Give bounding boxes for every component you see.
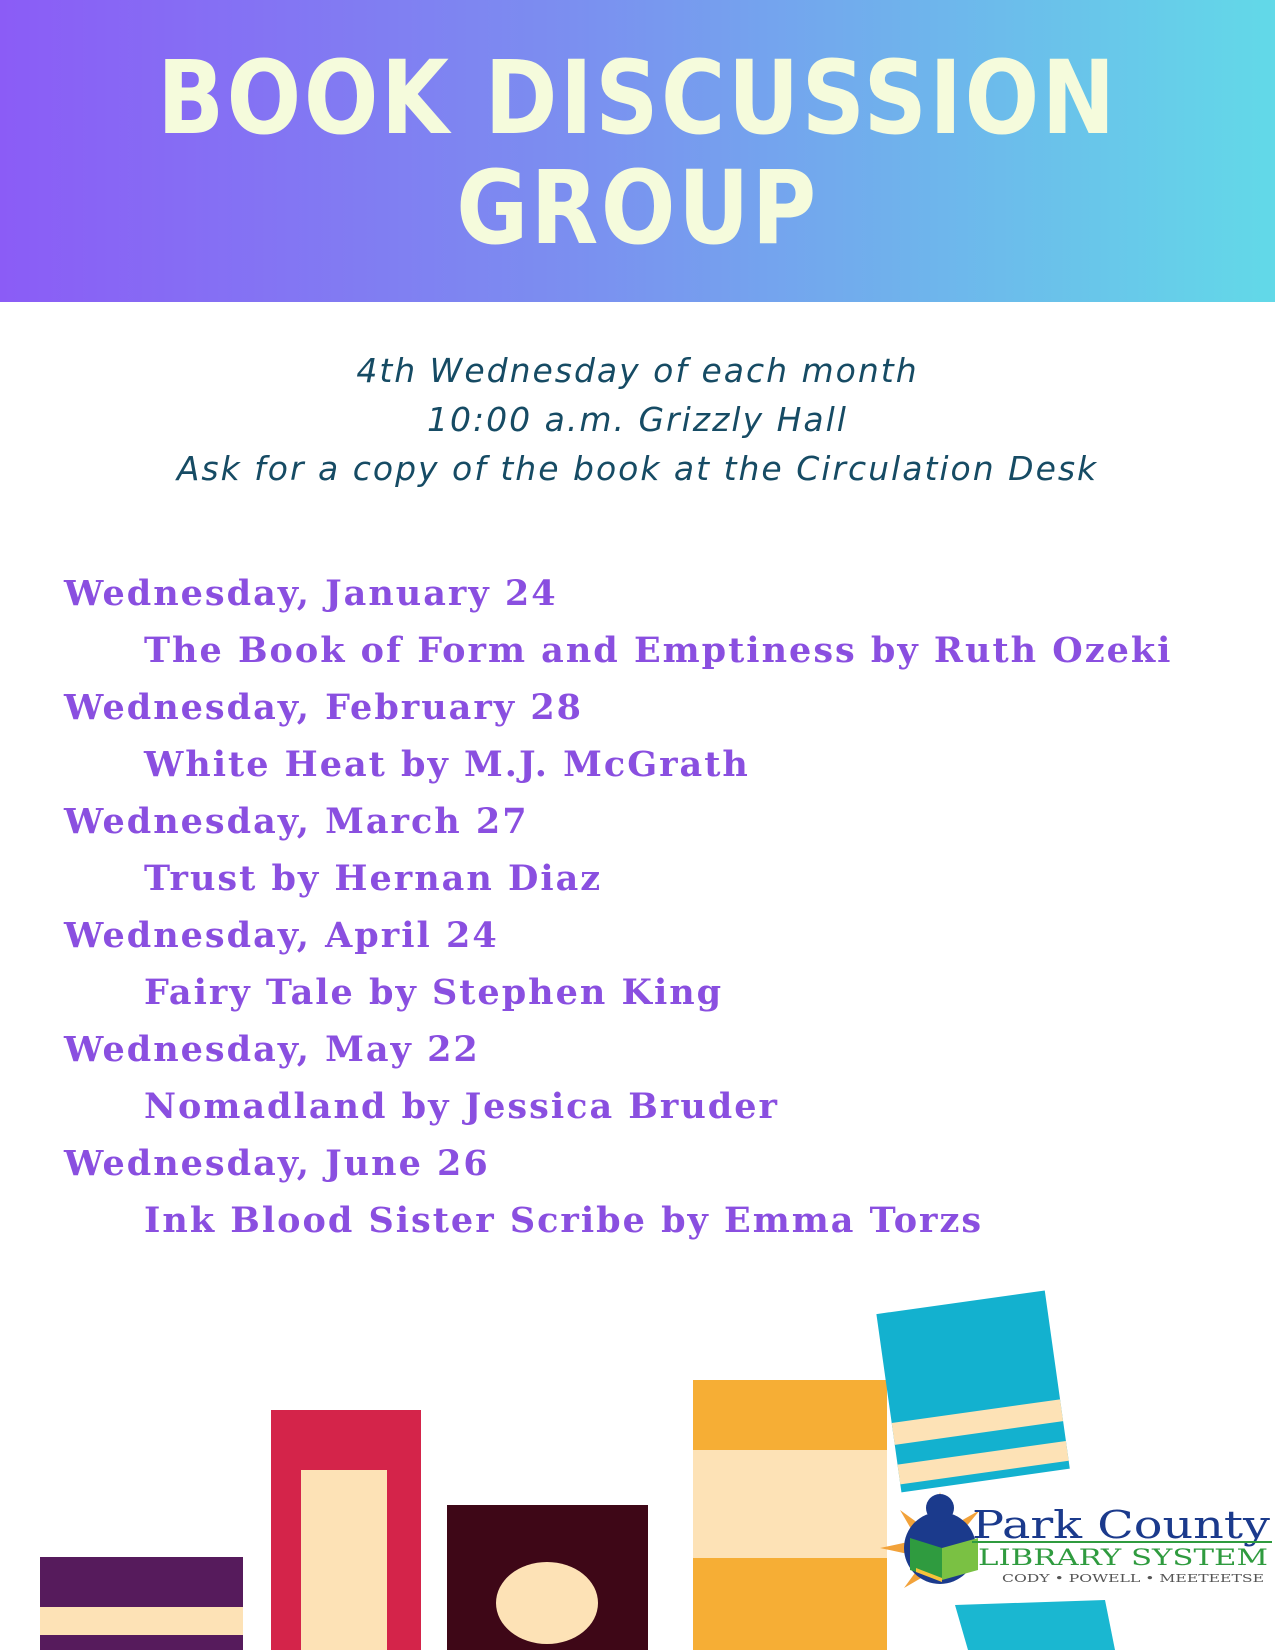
event-book: Nomadland by Jessica Bruder xyxy=(144,1086,779,1127)
schedule-item xyxy=(64,907,1264,1021)
event-book: White Heat by M.J. McGrath xyxy=(144,744,750,785)
schedule-item xyxy=(64,565,1264,679)
meeting-frequency: 4th Wednesday of each month xyxy=(356,351,919,390)
logo-towns: CODY • POWELL • MEETEETSE xyxy=(1002,1572,1264,1585)
teal-book-icon xyxy=(876,1290,1069,1492)
page-title xyxy=(89,39,1186,268)
logo-name-line-1: Park County xyxy=(972,1503,1271,1547)
meeting-info xyxy=(0,346,1275,493)
event-date: Wednesday, March 27 xyxy=(64,801,529,842)
event-date: Wednesday, January 24 xyxy=(64,573,558,614)
schedule-item xyxy=(64,793,1264,907)
red-book-icon xyxy=(271,1410,421,1650)
book-copy-note: Ask for a copy of the book at the Circulation Desk xyxy=(176,449,1099,488)
schedule-list xyxy=(64,565,1264,1249)
event-book: The Book of Form and Emptiness by Ruth Ozeki xyxy=(144,630,1173,671)
purple-book-icon xyxy=(40,1557,243,1650)
event-book: Ink Blood Sister Scribe by Emma Torzs xyxy=(144,1200,984,1241)
schedule-item xyxy=(64,679,1264,793)
meeting-time-location: 10:00 a.m. Grizzly Hall xyxy=(427,400,848,439)
title-line-1: BOOK DISCUSSION xyxy=(157,39,1118,158)
orange-book-icon xyxy=(693,1380,887,1650)
event-date: Wednesday, April 24 xyxy=(64,915,499,956)
schedule-item xyxy=(64,1021,1264,1135)
event-date: Wednesday, May 22 xyxy=(64,1029,480,1070)
library-logo xyxy=(880,1490,1275,1600)
event-book: Fairy Tale by Stephen King xyxy=(144,972,724,1013)
teal-book-bottom-icon xyxy=(955,1600,1115,1650)
maroon-book-icon xyxy=(447,1505,648,1650)
event-date: Wednesday, June 26 xyxy=(64,1143,490,1184)
event-book: Trust by Hernan Diaz xyxy=(144,858,603,899)
event-date: Wednesday, February 28 xyxy=(64,687,584,728)
header-banner xyxy=(0,0,1275,302)
schedule-item xyxy=(64,1135,1264,1249)
title-line-2: GROUP xyxy=(456,149,819,268)
logo-name-line-2: LIBRARY SYSTEM xyxy=(978,1546,1268,1571)
